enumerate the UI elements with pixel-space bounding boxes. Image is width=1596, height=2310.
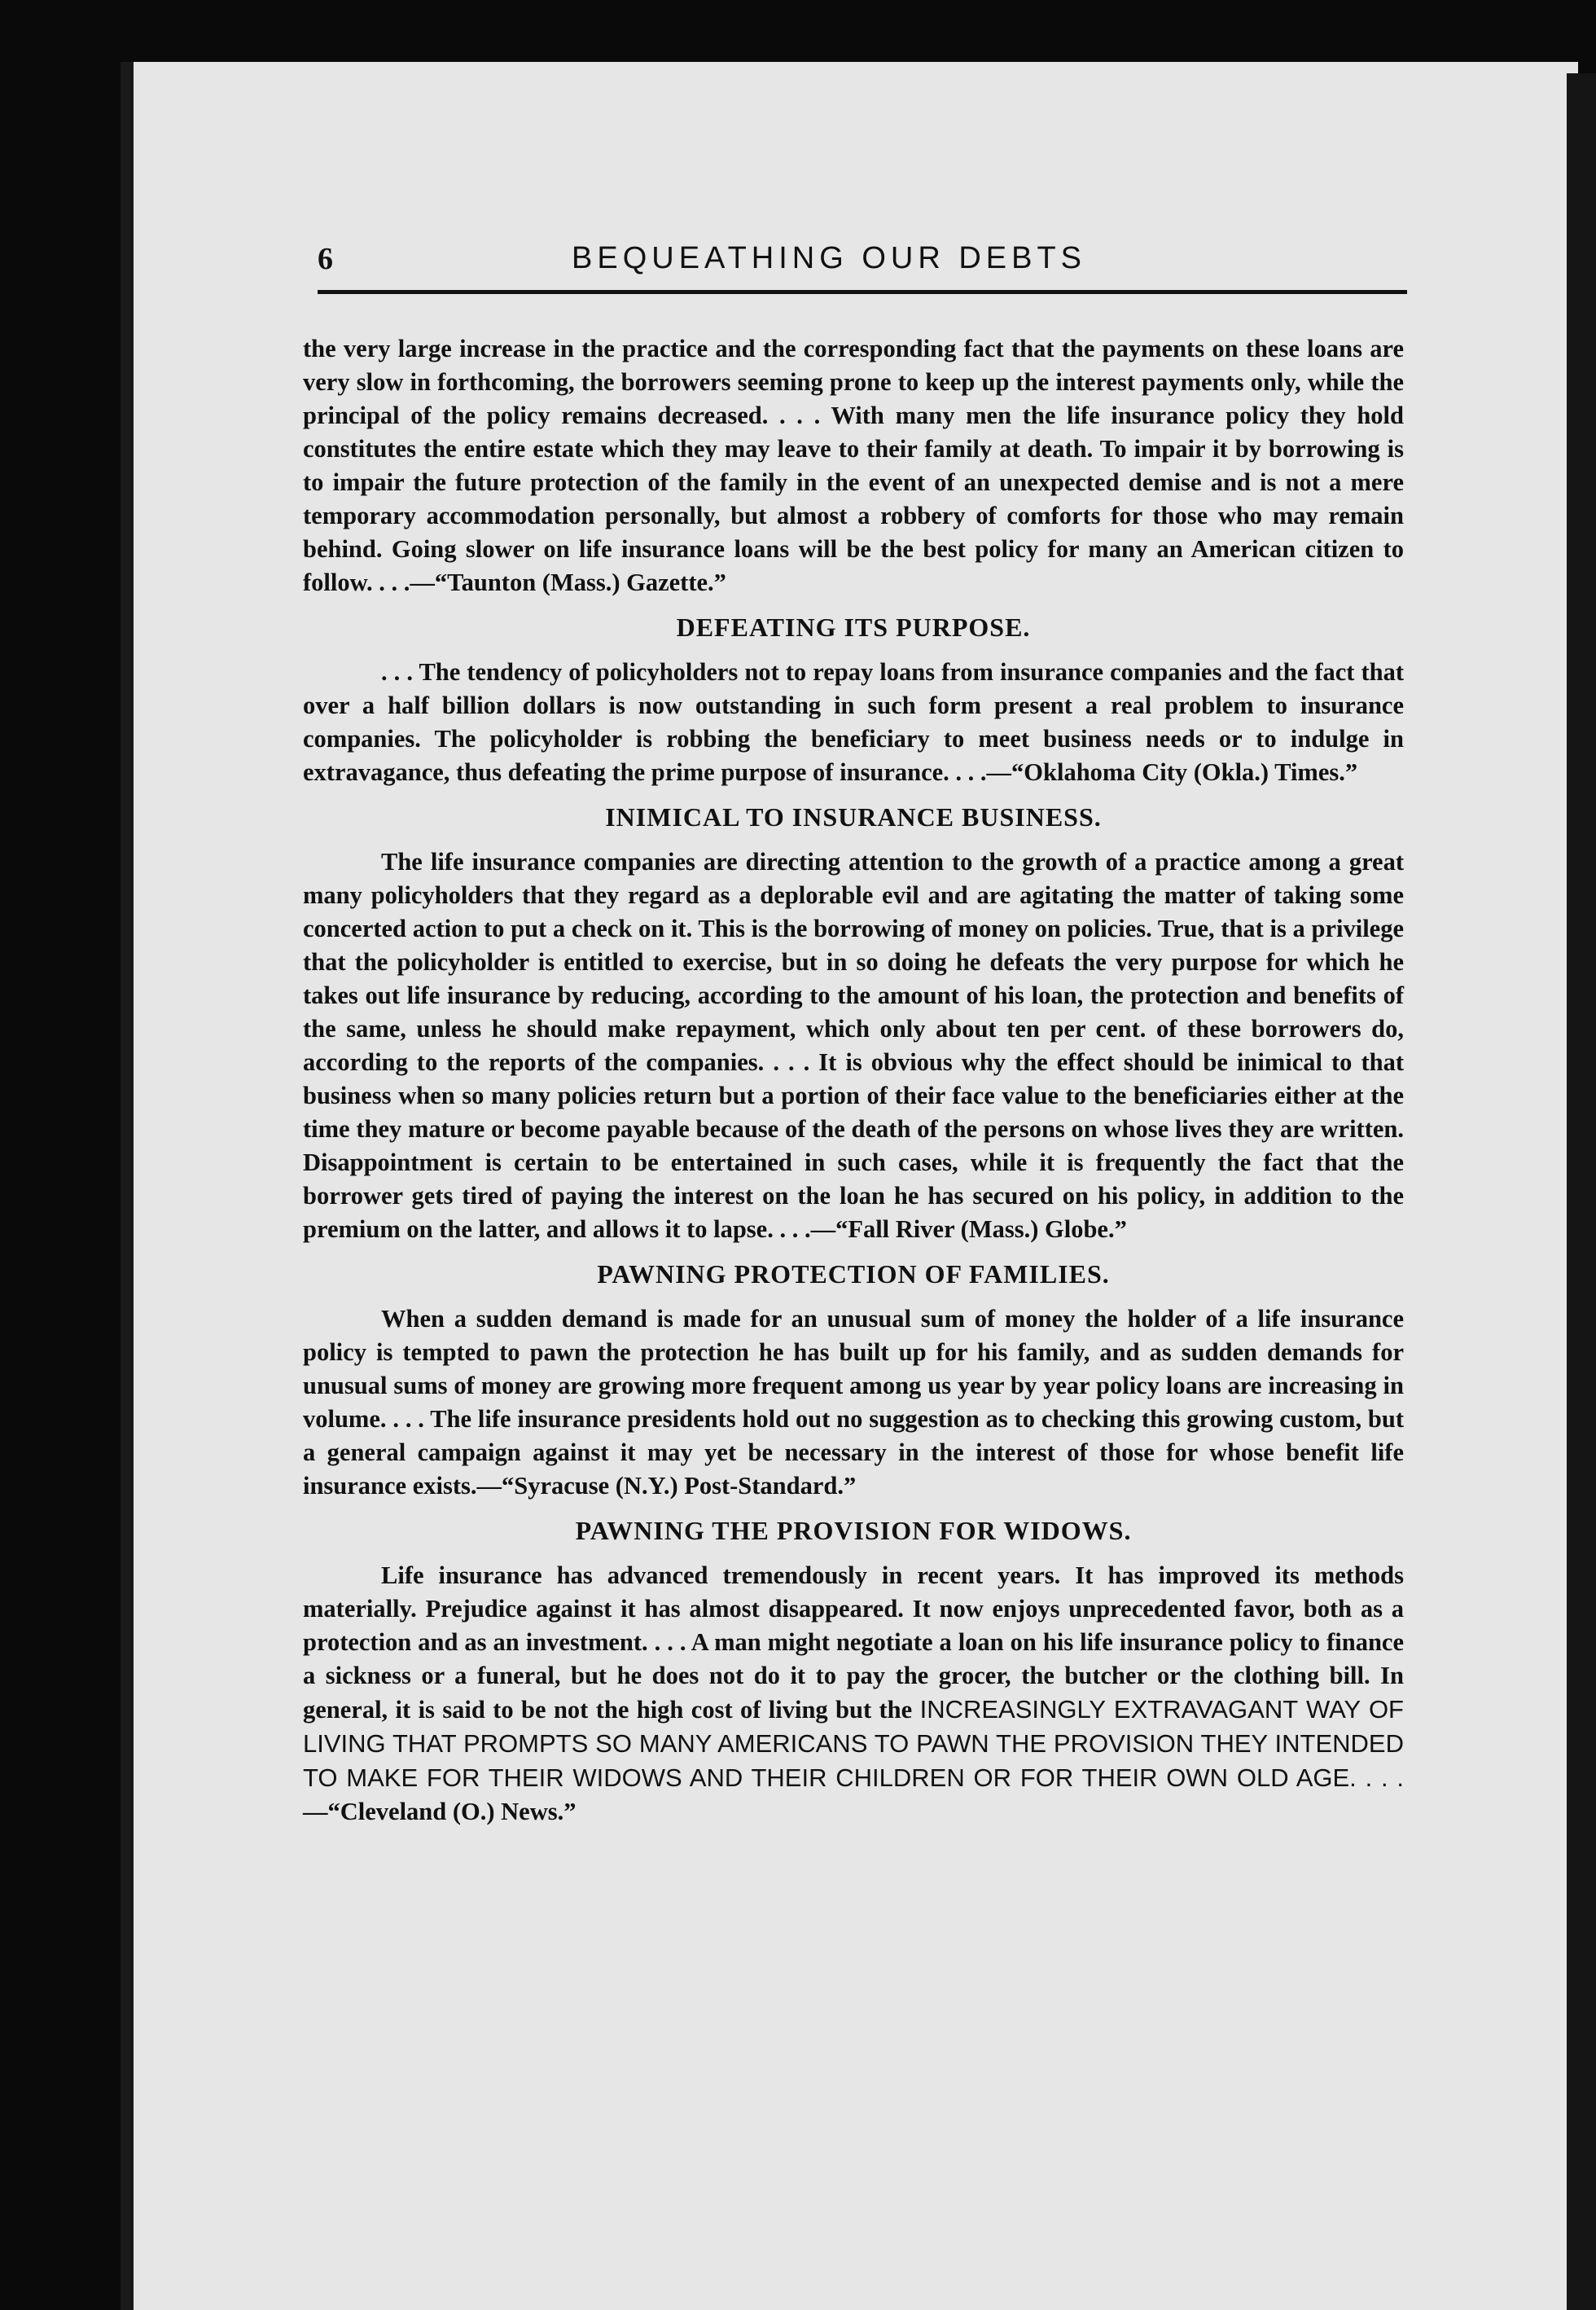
page-binding-edge — [121, 62, 134, 2310]
header-rule — [318, 290, 1407, 294]
intro-source: —“Taunton (Mass.) Gazette.” — [410, 569, 726, 596]
defeating-paragraph — [303, 656, 1404, 789]
page-header — [318, 241, 1407, 283]
pawning-provision-paragraph — [303, 1559, 1404, 1829]
intro-paragraph — [303, 332, 1404, 599]
inimical-text: The life insurance companies are directing attention to the growth of a practice among a great many policyholders that they regard as a deplorable evil and are agitating the matter of taking some concerted action to put a check on it. This is the borrowing of money on policies. True, that is a privilege that the policyholder is entitled to exercise, but in so doing he defeats the very purpose for which he takes out life insurance by reducing, according to the amount of his loan, the protection and benefits of the same, unless he should make repayment, which only about ten per cent. of these borrowers do, according to the reports of the companies. . . . It is obvious why the effect should be inimical to that business when so many policies return but a portion of their face value to the beneficiaries either at the time they mature or become payable because of the death of the persons on whose lives they are written. Disappointment is certain to be entertained in such cases, while it is frequently the fact that the borrower gets tired of paying the interest on the loan he has secured on his policy, in addition to the premium on the latter, and allows it to lapse. . . . — [303, 848, 1404, 1243]
running-title: BEQUEATHING OUR DEBTS — [572, 241, 1087, 275]
pawning-protection-text: When a sudden demand is made for an unusual sum of money the holder of a life insurance policy is tempted to pawn the protection he has built up for his family, and as sudden demands for unusual sums of money are growing more frequent among us year by year policy loans are increasing in volume. . . . The life insurance presidents hold out no suggestion as to checking this growing custom, but a general campaign against it may yet be necessary in the interest of those for whose benefit life insurance exists. — [303, 1305, 1404, 1500]
pawning-protection-paragraph — [303, 1302, 1404, 1503]
pawning-provision-emphasis: INCREASINGLY EXTRAVAGANT WAY OF LIVING THAT PROMPTS SO MANY AMERICANS TO PAWN THE PROVISION THEY INTENDED TO MAKE FOR THEIR WIDOWS AND THEIR CHILDREN OR FOR THEIR OWN OLD AGE. . . . — [303, 1695, 1404, 1792]
inimical-paragraph — [303, 845, 1404, 1246]
heading-defeating: DEFEATING ITS PURPOSE. — [676, 613, 1031, 642]
page-right-edge — [1567, 73, 1596, 2310]
heading-pawning-protection: PAWNING PROTECTION OF FAMILIES. — [597, 1259, 1110, 1289]
pawning-protection-source: —“Syracuse (N.Y.) Post-Standard.” — [476, 1472, 857, 1500]
pawning-provision-text: Life insurance has advanced tremendously in recent years. It has improved its methods materially. Prejudice against it has almost disappeared. It now enjoys unprecedented favor, both as a protection and as an investment. . . . A man might negotiate a loan on his life insurance policy to finance a sickness or a funeral, but he does not do it to pay the grocer, the butcher or the clothing bill. In general, it is said to be not the high cost of living but the — [303, 1561, 1404, 1724]
page-number: 6 — [318, 242, 333, 276]
inimical-source: —“Fall River (Mass.) Globe.” — [810, 1215, 1127, 1243]
defeating-text: . . . The tendency of policyholders not to repay loans from insurance companies and the fact that over a half billion dollars is now outstanding in such form present a real problem to insurance companies. The policyholder is robbing the beneficiary to meet business needs or to indulge in extravagance, thus defeating the prime purpose of insurance. . . . — [303, 658, 1404, 786]
intro-text: the very large increase in the practice and the corresponding fact that the payments on these loans are very slow in forthcoming, the borrowers seeming prone to keep up the interest payments only, while the principal of the policy remains decreased. . . . With many men the life insurance policy they hold constitutes the entire estate which they may leave to their family at death. To impair it by borrowing is to impair the future protection of the family in the event of an unexpected demise and is not a mere temporary accommodation personally, but almost a robbery of comforts for those who may remain behind. Going slower on life insurance loans will be the best policy for many an American citizen to follow. . . . — [303, 335, 1404, 596]
heading-inimical: INIMICAL TO INSURANCE BUSINESS. — [605, 802, 1102, 832]
pawning-provision-source: —“Cleveland (O.) News.” — [303, 1798, 577, 1825]
heading-pawning-provision: PAWNING THE PROVISION FOR WIDOWS. — [575, 1516, 1132, 1545]
article-body — [303, 332, 1404, 1829]
defeating-source: —“Oklahoma City (Okla.) Times.” — [986, 758, 1358, 786]
